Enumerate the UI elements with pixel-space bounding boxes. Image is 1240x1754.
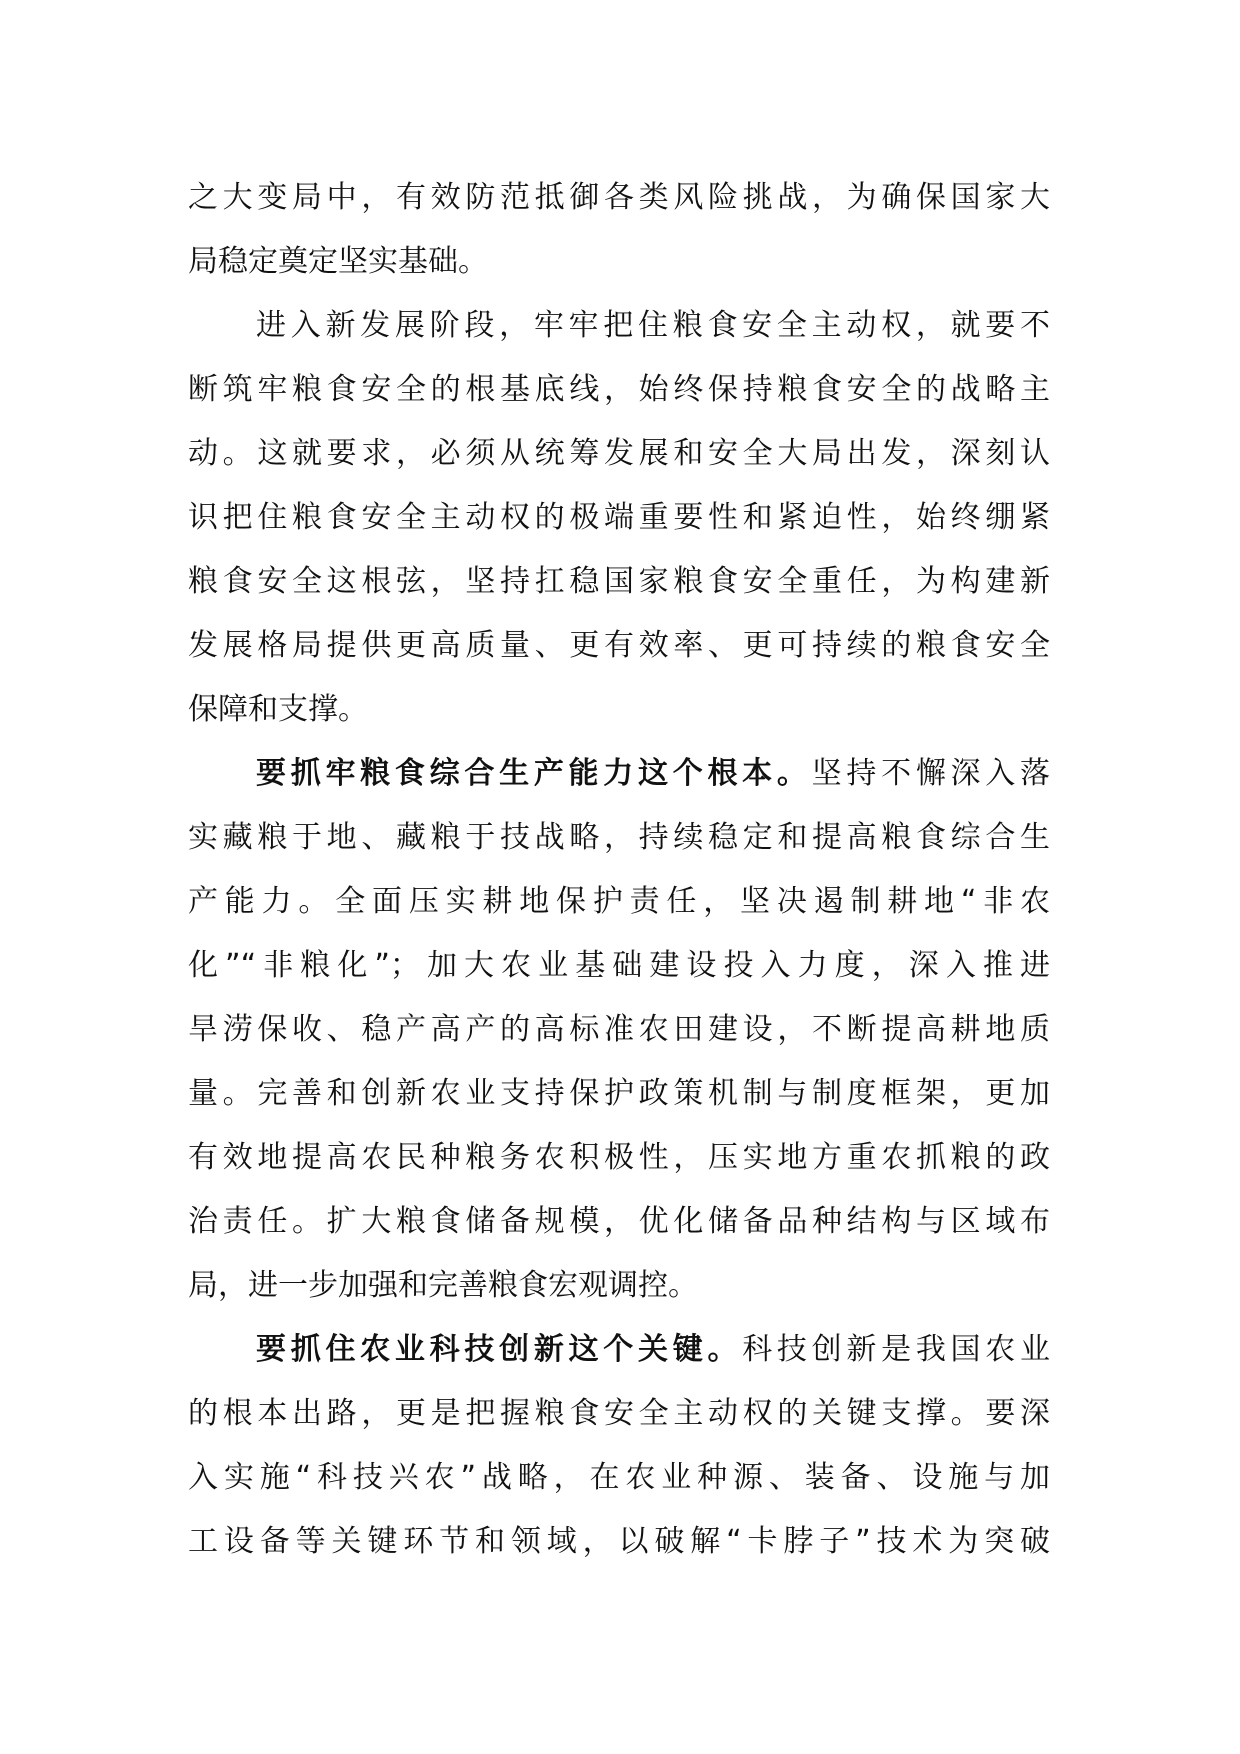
text-line: 局稳定奠定坚实基础。 xyxy=(188,244,488,279)
text-line: 动。这就要求，必须从统筹发展和安全大局出发，深刻认 xyxy=(188,436,1050,471)
paragraph-3 xyxy=(188,742,1050,1318)
text-line: 识把住粮食安全主动权的极端重要性和紧迫性，始终绷紧 xyxy=(188,500,1050,535)
text-line xyxy=(188,742,1050,806)
text-line: 工设备等关键环节和领域，以破解“卡脖子”技术为突破 xyxy=(188,1524,1050,1559)
text-run: 坚持不懈深入落 xyxy=(811,756,1051,791)
text-line: 发展格局提供更高质量、更有效率、更可持续的粮食安全 xyxy=(188,628,1050,663)
text-line: 粮食安全这根弦，坚持扛稳国家粮食安全重任，为构建新 xyxy=(188,564,1050,599)
text-line: 进入新发展阶段，牢牢把住粮食安全主动权，就要不 xyxy=(256,308,1050,343)
text-line: 实藏粮于地、藏粮于技战略，持续稳定和提高粮食综合生 xyxy=(188,820,1050,855)
text-run: 科技创新是我国农业 xyxy=(742,1332,1051,1367)
paragraph-4 xyxy=(188,1318,1050,1574)
text-line: 保障和支撑。 xyxy=(188,692,368,727)
text-line: 产能力。全面压实耕地保护责任，坚决遏制耕地“非农 xyxy=(188,884,1050,919)
bold-lead-heading: 要抓牢粮食综合生产能力这个根本。 xyxy=(256,756,812,791)
document-page xyxy=(188,166,1050,1574)
text-line: 旱涝保收、稳产高产的高标准农田建设，不断提高耕地质 xyxy=(188,1012,1050,1047)
text-line: 治责任。扩大粮食储备规模，优化储备品种结构与区域布 xyxy=(188,1204,1050,1239)
text-line: 入实施“科技兴农”战略，在农业种源、装备、设施与加 xyxy=(188,1460,1050,1495)
text-line: 局，进一步加强和完善粮食宏观调控。 xyxy=(188,1268,698,1303)
paragraph-1 xyxy=(188,166,1050,294)
text-line: 化”“非粮化”；加大农业基础建设投入力度，深入推进 xyxy=(188,948,1050,983)
text-line: 有效地提高农民种粮务农积极性，压实地方重农抓粮的政 xyxy=(188,1140,1050,1175)
text-line: 之大变局中，有效防范抵御各类风险挑战，为确保国家大 xyxy=(188,180,1050,215)
text-line: 的根本出路，更是把握粮食安全主动权的关键支撑。要深 xyxy=(188,1396,1050,1431)
text-line: 断筑牢粮食安全的根基底线，始终保持粮食安全的战略主 xyxy=(188,372,1050,407)
text-line xyxy=(188,1318,1050,1382)
paragraph-2 xyxy=(188,294,1050,742)
bold-lead-heading: 要抓住农业科技创新这个关键。 xyxy=(256,1332,743,1367)
text-line: 量。完善和创新农业支持保护政策机制与制度框架，更加 xyxy=(188,1076,1050,1111)
